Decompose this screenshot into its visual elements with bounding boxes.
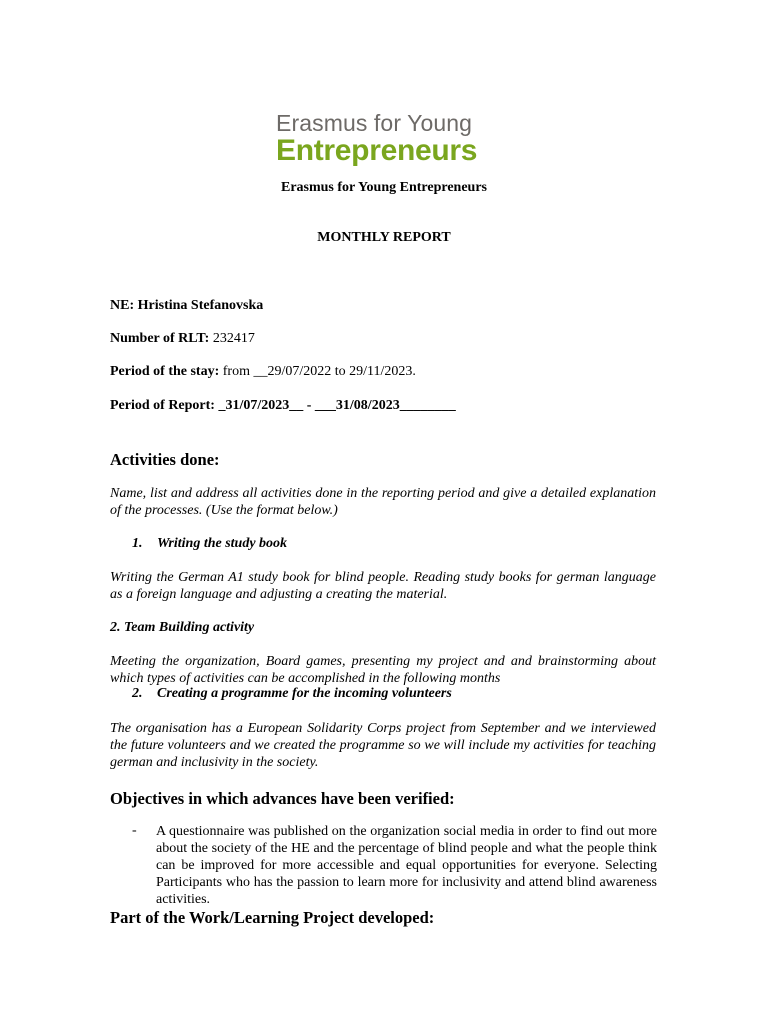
objectives-heading: Objectives in which advances have been verified: — [110, 789, 455, 808]
activities-intro: Name, list and address all activities done in the reporting period and give a detailed explanation of the processes. (Use the format below.) — [110, 486, 656, 518]
report-period-field — [110, 398, 456, 414]
activity-1-number: 1. — [132, 536, 143, 551]
activity-3-text: The organisation has a European Solidarity Corps project from September and we interviewed the future volunteers and we created the programme so we will include my activities for teaching german and inclusivity in the society. — [110, 721, 656, 770]
project-heading: Part of the Work/Learning Project developed: — [110, 908, 435, 927]
erasmus-logo — [270, 108, 502, 172]
ne-value: Hristina Stefanovska — [137, 298, 264, 313]
activity-2-text: Meeting the organization, Board games, presenting my project and and brainstorming about which types of activities can be accomplished in the following months — [110, 654, 656, 686]
stay-label: Period of the stay: — [110, 364, 220, 379]
report-period-value: _31/07/2023__ - ___31/08/2023________ — [218, 398, 456, 413]
report-title: MONTHLY REPORT — [317, 230, 451, 245]
stay-value: from __29/07/2022 to 29/11/2023. — [222, 364, 416, 379]
stay-field — [110, 364, 416, 380]
ne-label: NE: — [110, 298, 135, 313]
bullet-dash: - — [132, 823, 137, 838]
activity-3-number: 2. — [132, 686, 143, 701]
rlt-value: 232417 — [212, 331, 255, 346]
logo-line-1: Erasmus for Young — [276, 110, 473, 136]
activity-1-text: Writing the German A1 study book for blind people. Reading study books for german language as a foreign language and adjusting a creating the material. — [110, 570, 656, 602]
activity-1-title: Writing the study book — [157, 536, 288, 551]
rlt-label: Number of RLT: — [110, 331, 210, 346]
activities-heading: Activities done: — [110, 450, 220, 469]
logo-line-2: Entrepreneurs — [276, 134, 478, 167]
activity-2-title: 2. Team Building activity — [110, 620, 255, 635]
rlt-field — [110, 331, 255, 347]
program-subtitle: Erasmus for Young Entrepreneurs — [280, 180, 487, 195]
report-period-label: Period of Report: — [110, 398, 215, 413]
ne-field — [110, 298, 263, 314]
activity-3-title: Creating a programme for the incoming volunteers — [157, 686, 452, 701]
objectives-bullet-text: A questionnaire was published on the organization social media in order to find out more about the society of the HE and the percentage of blind people and what the people think can be improved for more accessible and equal opportunities for everyone. Selecting Participants who has the passion to learn more for inclusivity and attend blind awareness activities. — [156, 824, 657, 907]
